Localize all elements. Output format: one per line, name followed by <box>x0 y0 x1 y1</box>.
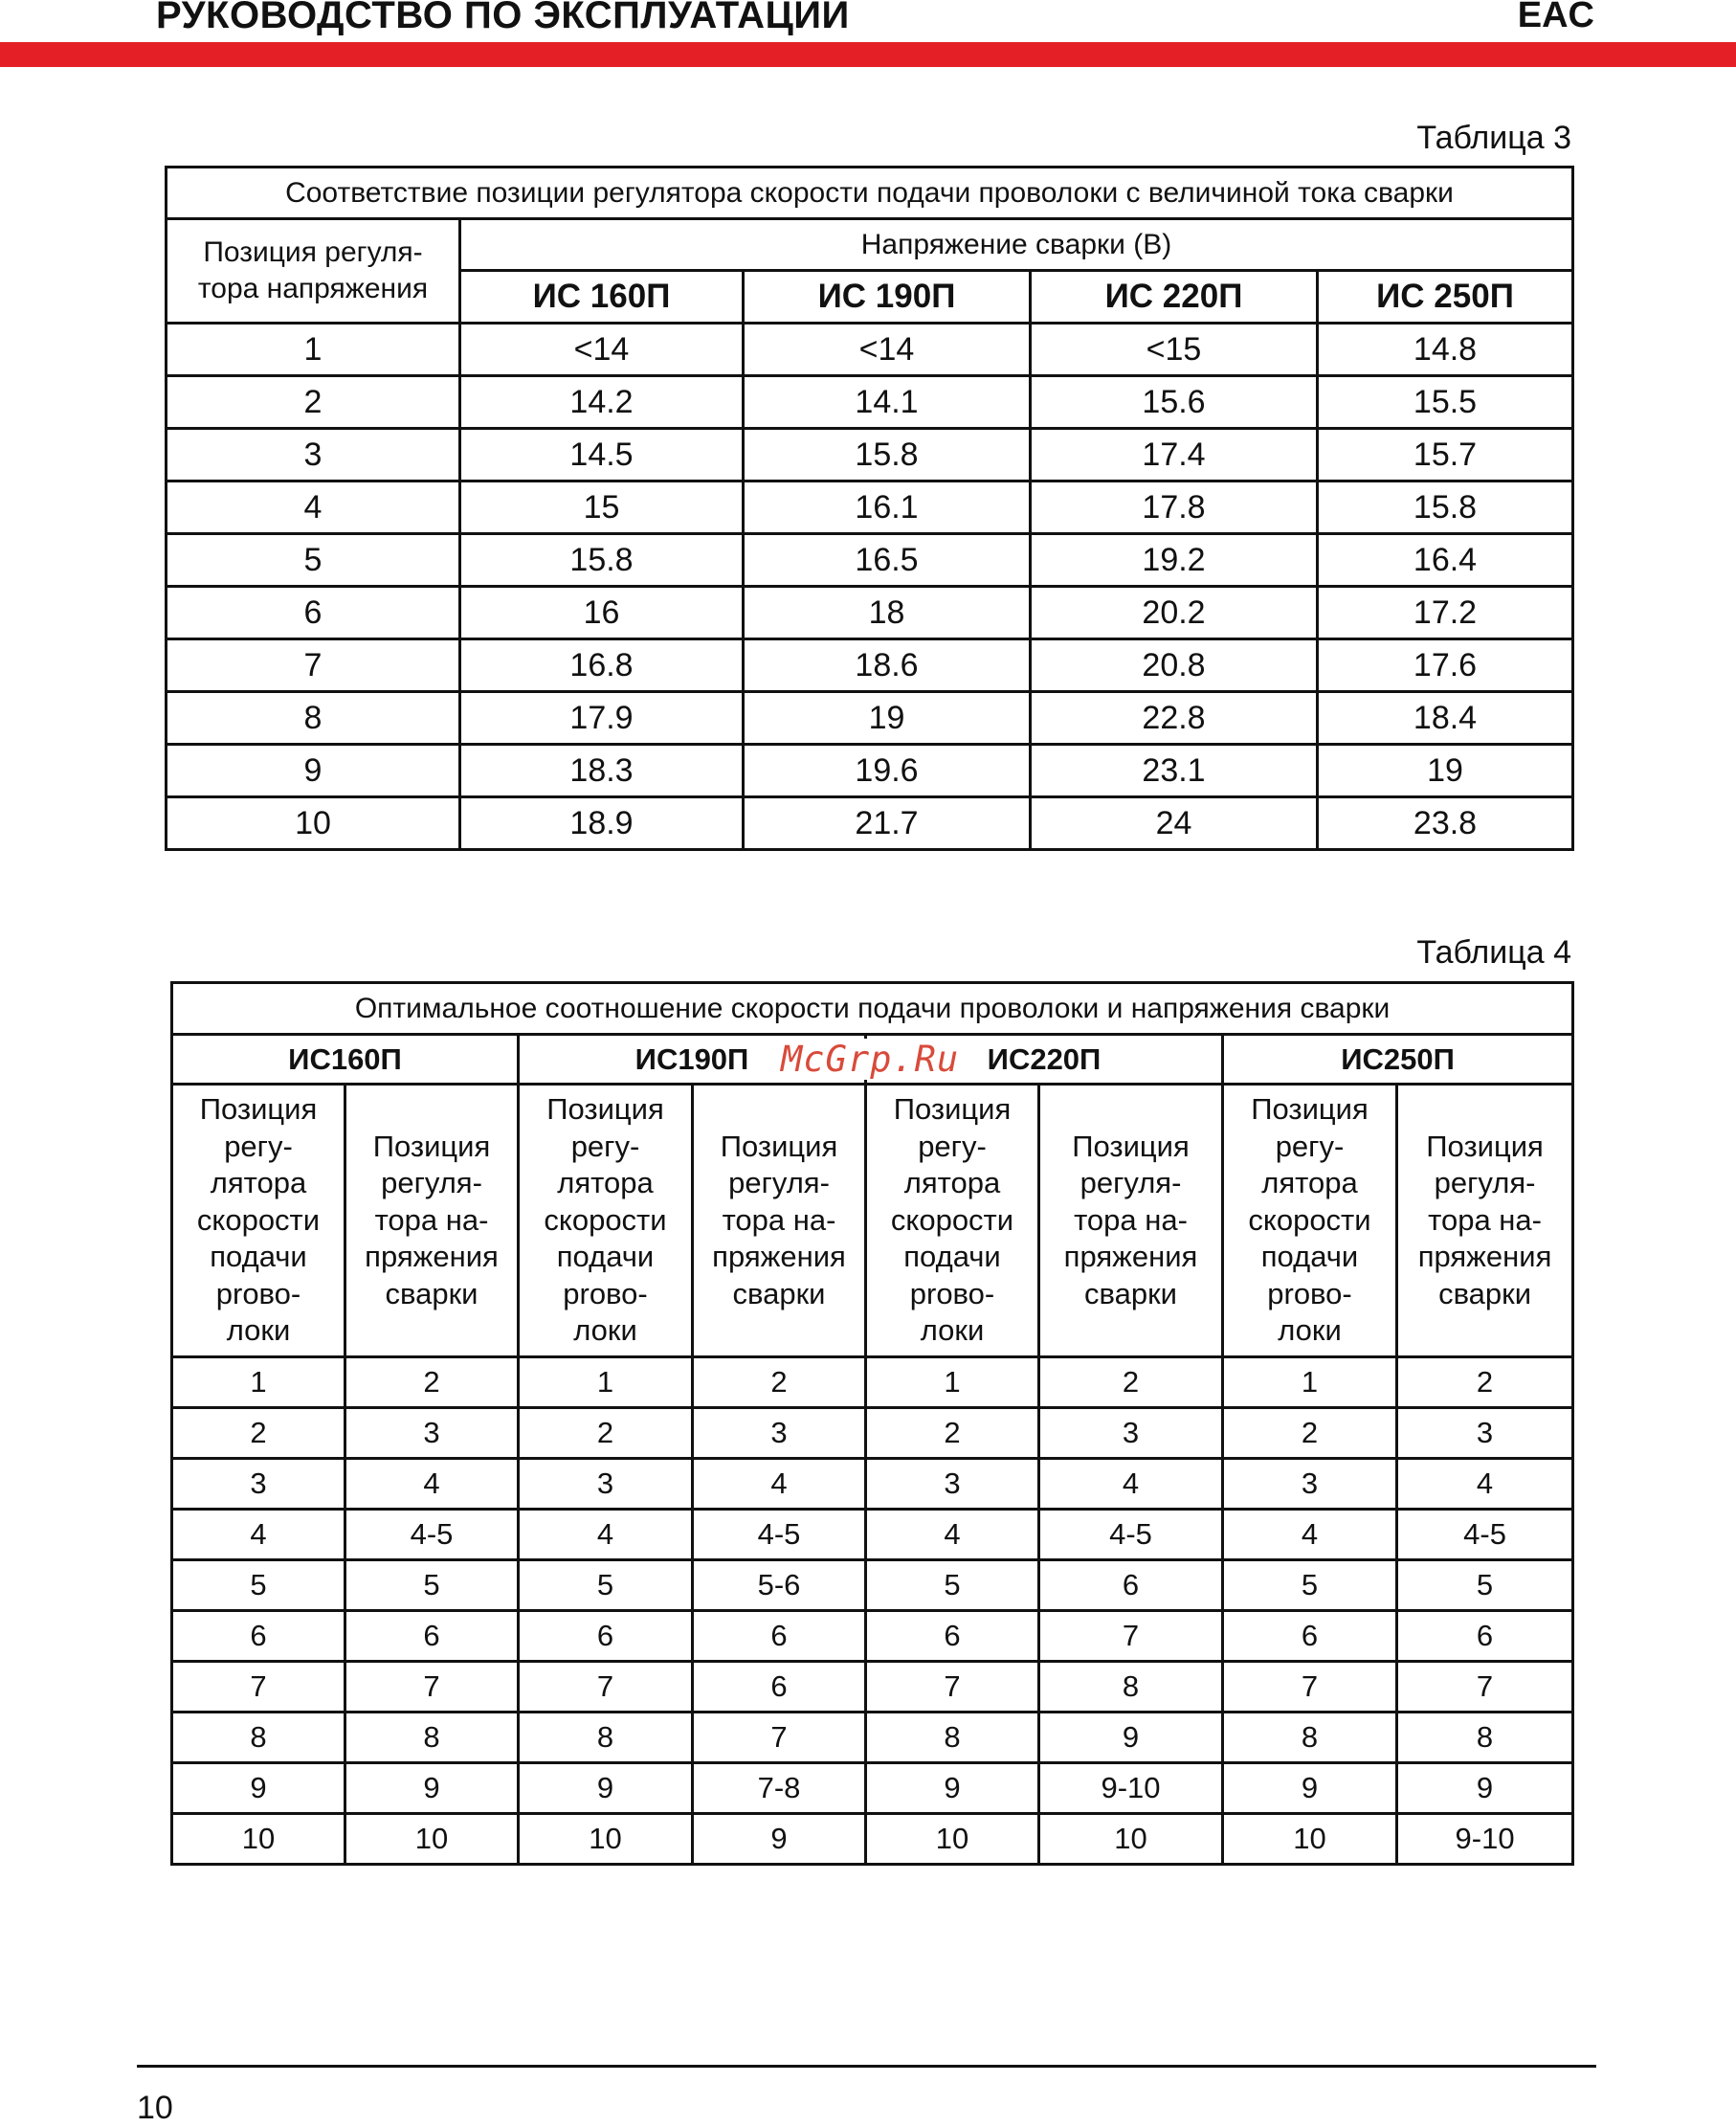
table3-voltage-cell: 21.7 <box>744 797 1031 850</box>
table3-caption: Таблица 3 <box>1416 120 1571 156</box>
table4-wire-cell: 6 <box>1223 1611 1397 1662</box>
table4-voltage-cell: 2 <box>1039 1357 1223 1408</box>
table4-voltage-position-header: Позиция регуля- тора на- пряжения сварки <box>1397 1085 1573 1357</box>
table4-wire-position-header: Позиция регу- лятора скорости подачи prово- локи <box>172 1085 345 1357</box>
table3-voltage-cell: 17.2 <box>1318 587 1573 639</box>
table4-voltage-cell: 9-10 <box>1397 1814 1573 1865</box>
table4-voltage-cell: 8 <box>1039 1662 1223 1713</box>
table4-model-header: ИС190П <box>519 1035 866 1085</box>
watermark: McGrp.Ru <box>777 1039 963 1080</box>
table3-voltage-cell: 17.9 <box>460 692 744 745</box>
table4-voltage-cell: 3 <box>1397 1408 1573 1459</box>
table4-voltage-cell: 3 <box>1039 1408 1223 1459</box>
table4-voltage-cell: 6 <box>693 1662 866 1713</box>
table4-wire-cell: 10 <box>519 1814 693 1865</box>
table4-voltage-cell: 2 <box>1397 1357 1573 1408</box>
table3 <box>165 166 1574 851</box>
table-row <box>167 692 1573 745</box>
table4-wire-cell: 10 <box>1223 1814 1397 1865</box>
table4-wire-cell: 8 <box>866 1713 1039 1763</box>
table4-voltage-cell: 6 <box>345 1611 519 1662</box>
table3-position-cell: 8 <box>167 692 460 745</box>
table4-model-header: ИС160П <box>172 1035 519 1085</box>
table3-voltage-cell: 16.5 <box>744 534 1031 587</box>
table3-model-header: ИС 250П <box>1318 271 1573 324</box>
table3-voltage-cell: 20.2 <box>1031 587 1318 639</box>
table-row <box>167 376 1573 429</box>
table4-wire-cell: 5 <box>1223 1560 1397 1611</box>
table3-voltage-cell: 18.4 <box>1318 692 1573 745</box>
table3-position-cell: 1 <box>167 324 460 376</box>
table3-voltage-cell: 17.4 <box>1031 429 1318 481</box>
table4-wire-cell: 8 <box>172 1713 345 1763</box>
table4-voltage-position-header: Позиция регуля- тора на- пряжения сварки <box>345 1085 519 1357</box>
table4-wire-cell: 1 <box>1223 1357 1397 1408</box>
table3-voltage-cell: 15.8 <box>460 534 744 587</box>
table4-voltage-cell: 4-5 <box>345 1510 519 1560</box>
table3-voltage-cell: 17.6 <box>1318 639 1573 692</box>
page-number: 10 <box>137 2090 173 2126</box>
table4-voltage-cell: 8 <box>345 1713 519 1763</box>
table4-caption: Таблица 4 <box>1416 934 1571 971</box>
table4-wire-cell: 2 <box>1223 1408 1397 1459</box>
table4-voltage-cell: 5-6 <box>693 1560 866 1611</box>
table3-voltage-cell: 15.7 <box>1318 429 1573 481</box>
table3-voltage-cell: 16 <box>460 587 744 639</box>
table4-wire-cell: 5 <box>172 1560 345 1611</box>
table4-wire-cell: 5 <box>866 1560 1039 1611</box>
table3-voltage-cell: 15.8 <box>744 429 1031 481</box>
table-row <box>167 429 1573 481</box>
table4-wire-cell: 1 <box>172 1357 345 1408</box>
table4-voltage-cell: 7 <box>1039 1611 1223 1662</box>
table3-voltage-cell: 18.3 <box>460 745 744 797</box>
table4-wire-cell: 7 <box>172 1662 345 1713</box>
table3-voltage-cell: 19.6 <box>744 745 1031 797</box>
table3-voltage-cell: 18.9 <box>460 797 744 850</box>
table4-voltage-cell: 5 <box>1397 1560 1573 1611</box>
table4-wire-cell: 1 <box>519 1357 693 1408</box>
table4-voltage-cell: 4 <box>1397 1459 1573 1510</box>
table3-position-cell: 9 <box>167 745 460 797</box>
table4-title: Оптимальное соотношение скорости подачи проволоки и напряжения сварки <box>172 983 1573 1035</box>
table4-voltage-position-header: Позиция регуля- тора на- пряжения сварки <box>693 1085 866 1357</box>
table3-voltage-cell: 20.8 <box>1031 639 1318 692</box>
table4-wire-cell: 9 <box>172 1763 345 1814</box>
table3-position-cell: 4 <box>167 481 460 534</box>
table4-voltage-cell: 9 <box>1397 1763 1573 1814</box>
table3-voltage-cell: <14 <box>744 324 1031 376</box>
table3-position-cell: 2 <box>167 376 460 429</box>
table4-voltage-cell: 8 <box>1397 1713 1573 1763</box>
table-row <box>167 745 1573 797</box>
table4-wire-cell: 1 <box>866 1357 1039 1408</box>
table4-voltage-cell: 7 <box>1397 1662 1573 1713</box>
table3-voltage-cell: 16.8 <box>460 639 744 692</box>
table-row <box>172 1357 1573 1408</box>
table-row <box>172 1611 1573 1662</box>
table4-voltage-cell: 2 <box>345 1357 519 1408</box>
table4-voltage-cell: 9 <box>345 1763 519 1814</box>
table-row <box>172 1763 1573 1814</box>
table4-model-header: ИС220П <box>866 1035 1223 1085</box>
header-red-bar <box>0 42 1736 67</box>
table3-position-cell: 5 <box>167 534 460 587</box>
table3-voltage-cell: 18 <box>744 587 1031 639</box>
table4-voltage-position-header: Позиция регуля- тора на- пряжения сварки <box>1039 1085 1223 1357</box>
table4-wire-cell: 7 <box>519 1662 693 1713</box>
table4-wire-cell: 6 <box>519 1611 693 1662</box>
table3-model-header: ИС 160П <box>460 271 744 324</box>
table3-voltage-cell: 23.1 <box>1031 745 1318 797</box>
table3-voltage-cell: 14.2 <box>460 376 744 429</box>
table4-wire-cell: 10 <box>172 1814 345 1865</box>
table3-position-cell: 7 <box>167 639 460 692</box>
table4-voltage-cell: 3 <box>345 1408 519 1459</box>
table3-voltage-cell: 14.1 <box>744 376 1031 429</box>
table3-voltage-cell: <14 <box>460 324 744 376</box>
table4-voltage-cell: 3 <box>693 1408 866 1459</box>
table4-voltage-cell: 7 <box>693 1713 866 1763</box>
table4-model-header: ИС250П <box>1223 1035 1573 1085</box>
table3-model-header: ИС 220П <box>1031 271 1318 324</box>
table4-wire-cell: 4 <box>172 1510 345 1560</box>
table4-wire-cell: 7 <box>866 1662 1039 1713</box>
table4-wire-cell: 3 <box>519 1459 693 1510</box>
table3-voltage-cell: 22.8 <box>1031 692 1318 745</box>
table4-wire-cell: 7 <box>1223 1662 1397 1713</box>
table-row <box>167 639 1573 692</box>
table4-voltage-cell: 4-5 <box>1397 1510 1573 1560</box>
table-row <box>172 1408 1573 1459</box>
table3-voltage-cell: 15.8 <box>1318 481 1573 534</box>
table3-voltage-cell: 17.8 <box>1031 481 1318 534</box>
table4-wire-cell: 9 <box>519 1763 693 1814</box>
table-row <box>172 1713 1573 1763</box>
table4-voltage-cell: 10 <box>345 1814 519 1865</box>
table4-wire-cell: 3 <box>1223 1459 1397 1510</box>
table4-voltage-cell: 9 <box>1039 1713 1223 1763</box>
eac-mark: EAC <box>1517 0 1594 35</box>
table4 <box>170 981 1574 1866</box>
table-row <box>167 587 1573 639</box>
table4-voltage-cell: 4 <box>345 1459 519 1510</box>
table-row <box>167 797 1573 850</box>
table3-position-cell: 10 <box>167 797 460 850</box>
table4-voltage-cell: 7 <box>345 1662 519 1713</box>
table3-position-header: Позиция регуля- тора напряжения <box>167 219 460 324</box>
table-row <box>167 481 1573 534</box>
table4-wire-cell: 9 <box>866 1763 1039 1814</box>
table4-voltage-cell: 9-10 <box>1039 1763 1223 1814</box>
table4-voltage-cell: 7-8 <box>693 1763 866 1814</box>
table4-voltage-cell: 4 <box>693 1459 866 1510</box>
table3-voltage-cell: 14.5 <box>460 429 744 481</box>
table-row <box>167 534 1573 587</box>
table4-wire-cell: 2 <box>172 1408 345 1459</box>
footer-rule <box>137 2065 1596 2068</box>
table4-voltage-cell: 4-5 <box>1039 1510 1223 1560</box>
table4-wire-position-header: Позиция регу- лятора скорости подачи prово- локи <box>519 1085 693 1357</box>
table4-wire-cell: 6 <box>866 1611 1039 1662</box>
table4-wire-cell: 5 <box>519 1560 693 1611</box>
table-row <box>167 324 1573 376</box>
table4-voltage-cell: 10 <box>1039 1814 1223 1865</box>
table4-wire-cell: 3 <box>866 1459 1039 1510</box>
table-row <box>172 1459 1573 1510</box>
table4-voltage-cell: 5 <box>345 1560 519 1611</box>
table-row <box>172 1510 1573 1560</box>
table3-voltage-cell: 15 <box>460 481 744 534</box>
table3-title: Соответствие позиции регулятора скорости подачи проволоки с величиной тока сварки <box>167 168 1573 219</box>
table3-voltage-header: Напряжение сварки (В) <box>460 219 1573 271</box>
table4-wire-position-header: Позиция регу- лятора скорости подачи prово- локи <box>866 1085 1039 1357</box>
table4-wire-cell: 4 <box>866 1510 1039 1560</box>
table4-wire-cell: 2 <box>866 1408 1039 1459</box>
table3-voltage-cell: 15.5 <box>1318 376 1573 429</box>
table3-voltage-cell: <15 <box>1031 324 1318 376</box>
table4-wire-cell: 8 <box>1223 1713 1397 1763</box>
table3-voltage-cell: 16.4 <box>1318 534 1573 587</box>
table4-wire-cell: 6 <box>172 1611 345 1662</box>
table4-wire-cell: 4 <box>519 1510 693 1560</box>
table3-voltage-cell: 19 <box>744 692 1031 745</box>
table4-wire-cell: 3 <box>172 1459 345 1510</box>
table3-voltage-cell: 18.6 <box>744 639 1031 692</box>
table4-voltage-cell: 6 <box>1397 1611 1573 1662</box>
table4-wire-position-header: Позиция регу- лятора скорости подачи prово- локи <box>1223 1085 1397 1357</box>
table4-voltage-cell: 4-5 <box>693 1510 866 1560</box>
table-row <box>172 1560 1573 1611</box>
table3-voltage-cell: 19 <box>1318 745 1573 797</box>
table4-wire-cell: 4 <box>1223 1510 1397 1560</box>
table4-voltage-cell: 2 <box>693 1357 866 1408</box>
table4-wire-cell: 2 <box>519 1408 693 1459</box>
table3-model-header: ИС 190П <box>744 271 1031 324</box>
table4-wire-cell: 9 <box>1223 1763 1397 1814</box>
table3-voltage-cell: 14.8 <box>1318 324 1573 376</box>
table3-position-cell: 3 <box>167 429 460 481</box>
table4-voltage-cell: 6 <box>1039 1560 1223 1611</box>
table3-voltage-cell: 19.2 <box>1031 534 1318 587</box>
table3-voltage-cell: 23.8 <box>1318 797 1573 850</box>
table4-voltage-cell: 4 <box>1039 1459 1223 1510</box>
table3-voltage-cell: 16.1 <box>744 481 1031 534</box>
table-row <box>172 1662 1573 1713</box>
table4-wire-cell: 10 <box>866 1814 1039 1865</box>
table4-wire-cell: 8 <box>519 1713 693 1763</box>
table4-voltage-cell: 6 <box>693 1611 866 1662</box>
table3-position-cell: 6 <box>167 587 460 639</box>
table3-voltage-cell: 15.6 <box>1031 376 1318 429</box>
table-row <box>172 1814 1573 1865</box>
document-header-title: РУКОВОДСТВО ПО ЭКСПЛУАТАЦИИ <box>156 0 850 36</box>
table4-voltage-cell: 9 <box>693 1814 866 1865</box>
table3-voltage-cell: 24 <box>1031 797 1318 850</box>
